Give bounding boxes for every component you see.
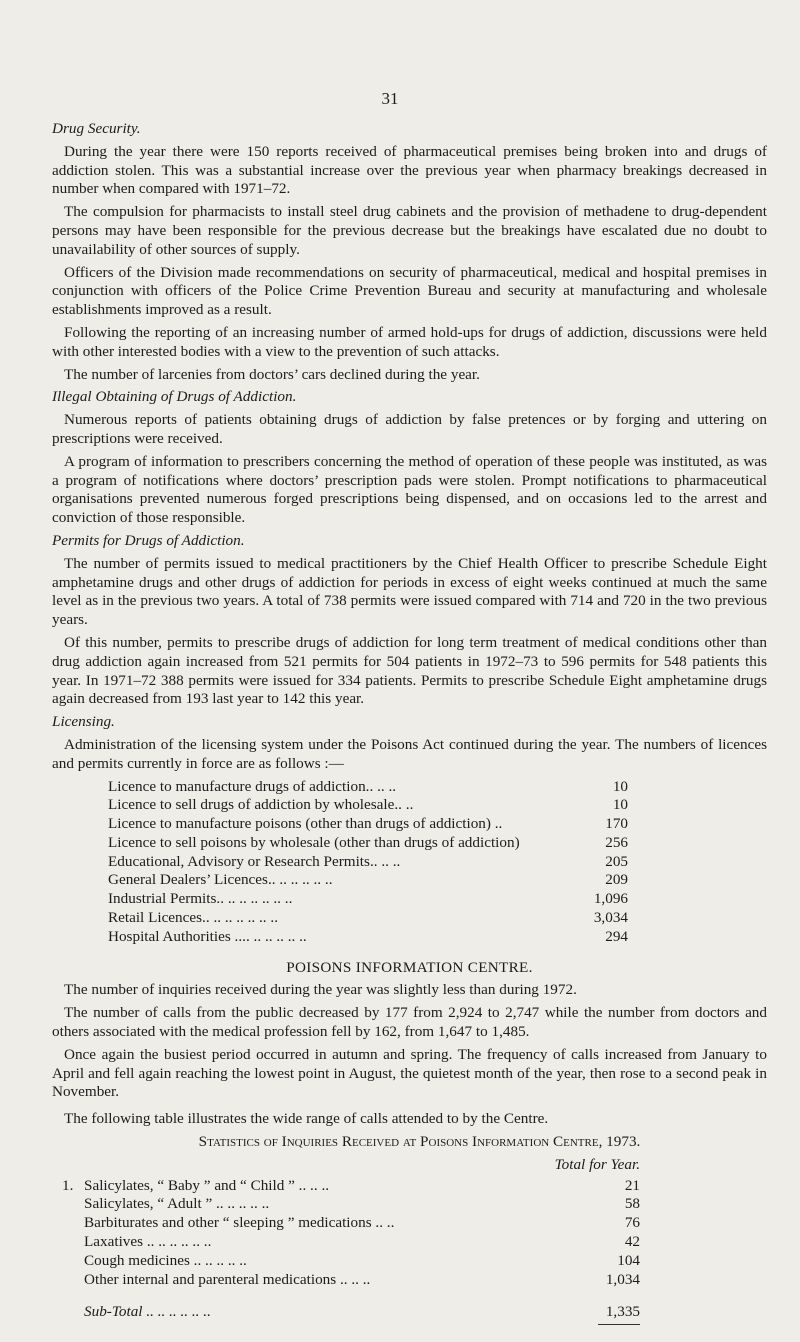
paragraph: The number of calls from the public decreased by 177 from 2,924 to 2,747 while the number from doctors and others associated with the medical profession fell by 162, from 1,647 to 1,485. <box>52 1004 767 1041</box>
section-heading-illegal-obtaining: Illegal Obtaining of Drugs of Addiction. <box>52 388 297 406</box>
subtotal-value: 1,335 <box>605 1303 640 1321</box>
leader-dots: .. .. <box>394 796 414 814</box>
licence-count: 170 <box>605 815 628 833</box>
section-heading-permits: Permits for Drugs of Addiction. <box>52 531 245 549</box>
row-value: 21 <box>624 1176 640 1194</box>
row-value: 58 <box>624 1195 640 1213</box>
row-label: Salicylates, “ Baby ” and “ Child ” .. .. .. <box>84 1176 330 1194</box>
row-number <box>62 1271 84 1290</box>
list-item <box>108 796 628 815</box>
paragraph: During the year there were 150 reports received of pharmaceutical premises being broken into and drugs of addiction stolen. This was a substantial increase over the previous year when pharmacy breakings decreased in number when compared with 1971–72. <box>52 142 767 198</box>
paragraph: The following table illustrates the wide range of calls attended to by the Centre. <box>64 1110 549 1128</box>
row-number <box>62 1233 84 1252</box>
paragraph: The number of larcenies from doctors’ cars declined during the year. <box>64 365 480 383</box>
licence-label: Licence to manufacture poisons (other than drugs of addiction) .. <box>108 815 503 833</box>
list-item <box>108 815 628 834</box>
row-number <box>62 1195 84 1214</box>
licence-label: Industrial Permits <box>108 890 217 908</box>
list-item <box>108 928 628 947</box>
row-number <box>62 1303 84 1322</box>
row-value: 76 <box>624 1214 640 1232</box>
stats-table <box>62 1156 640 1325</box>
licence-count: 10 <box>612 777 628 795</box>
leader-dots: .. .. .. .. .. .. .. <box>216 890 293 908</box>
paragraph: Following the reporting of an increasing number of armed hold-ups for drugs of addiction, discussions were held with other interested bodies with a view to the prevention of such attacks. <box>52 323 767 360</box>
licence-count: 10 <box>612 796 628 814</box>
leader-dots: .. .. .. .. .. .. <box>242 927 307 945</box>
licence-label: Hospital Authorities .. <box>108 927 243 945</box>
leader-dots <box>520 834 588 853</box>
row-number <box>62 1252 84 1271</box>
row-value: 42 <box>624 1233 640 1251</box>
list-item <box>108 834 628 853</box>
subtotal-label: Sub-Total .. .. .. .. .. .. <box>84 1303 211 1321</box>
row-value: 104 <box>617 1251 640 1269</box>
paragraph: The number of permits issued to medical practitioners by the Chief Health Officer to prescribe Schedule Eight amphetamine drugs and other drugs of addiction for periods in excess of eight weeks continued at much the same level as in the previous two years. A total of 738 permits were issued compared with 714 and 720 in the two previous years. <box>52 554 767 629</box>
row-number: 1. <box>62 1176 74 1194</box>
licence-label: Retail Licences <box>108 909 203 927</box>
row-label: Cough medicines .. .. .. .. .. <box>84 1251 247 1269</box>
table-row <box>62 1177 640 1196</box>
paragraph: The compulsion for pharmacists to install steel drug cabinets and the provision of methadene to drug-dependent persons may have been responsible for the previous decrease but the breakings have escalated due no doubt to unavailability of other sources of supply. <box>52 203 767 258</box>
leader-dots: .. .. .. <box>365 777 397 795</box>
table-row <box>62 1252 640 1271</box>
subtotal-underline <box>598 1324 640 1325</box>
table-row <box>62 1271 640 1290</box>
list-item <box>108 890 628 909</box>
row-label: Barbiturates and other “ sleeping ” medications .. .. <box>84 1214 395 1232</box>
row-label: Laxatives .. .. .. .. .. .. <box>84 1233 212 1251</box>
section-heading-licensing: Licensing. <box>52 713 115 731</box>
table-row <box>62 1233 640 1252</box>
section-heading-drug-security: Drug Security. <box>52 120 141 137</box>
list-item <box>108 909 628 928</box>
page-content <box>52 120 767 1325</box>
licence-count: 256 <box>605 833 628 851</box>
paragraph: Of this number, permits to prescribe drugs of addiction for long term treatment of medical conditions other than drug addiction again increased from 521 permits for 504 patients in 1972–73 to 596 permits for 548 patients this year. In 1971–72 388 permits were issued for 334 patients. Permits to prescribe Schedule Eight amphetamine drugs again decreased from 193 last year to 142 this year. <box>52 633 767 708</box>
leader-dots: .. .. .. .. .. .. .. <box>202 909 278 927</box>
licence-count: 205 <box>605 852 628 870</box>
licence-list <box>108 778 628 947</box>
leader-dots: .. .. .. <box>369 852 401 870</box>
row-label: Salicylates, “ Adult ” .. .. .. .. .. <box>84 1195 270 1213</box>
section-heading-poisons-centre: POISONS INFORMATION CENTRE. <box>286 958 533 976</box>
list-item <box>108 871 628 890</box>
licence-count: 1,096 <box>593 890 628 908</box>
row-value: 1,034 <box>605 1270 640 1288</box>
paragraph: Numerous reports of patients obtaining drugs of addiction by false pretences or by forging and uttering on prescriptions were received. <box>52 411 767 447</box>
leader-dots: .. .. .. .. .. .. <box>267 871 333 889</box>
page-number: 31 <box>381 89 399 108</box>
licence-label: Licence to sell drugs of addiction by wholesale <box>108 796 395 814</box>
licence-label: General Dealers’ Licences <box>108 871 268 889</box>
row-label: Other internal and parenteral medications .. .. .. <box>84 1270 371 1288</box>
paragraph: Officers of the Division made recommendations on security of pharmaceutical, medical and hospital premises in conjunction with officers of the Police Crime Prevention Bureau and security at manufacturing and wholesale establishments improved as a result. <box>52 263 767 319</box>
table-row <box>62 1214 640 1233</box>
list-item <box>108 853 628 872</box>
paragraph: Administration of the licensing system under the Poisons Act continued during the year. The numbers of licences and permits currently in force are as follows :— <box>52 735 767 772</box>
licence-label: Educational, Advisory or Research Permits <box>108 852 370 870</box>
table-row <box>62 1195 640 1214</box>
paragraph: The number of inquiries received during the year was slightly less than during 1972. <box>64 981 577 999</box>
list-item <box>108 778 628 797</box>
licence-count: 294 <box>605 927 628 945</box>
row-number <box>62 1214 84 1233</box>
licence-count: 209 <box>605 871 628 889</box>
stats-table-title: Statistics of Inquiries Received at Poisons Information Centre, 1973. <box>198 1133 641 1151</box>
subtotal-row <box>62 1303 640 1322</box>
licence-label: Licence to sell poisons by wholesale (other than drugs of addiction) <box>108 833 520 851</box>
column-header-total: Total for Year. <box>554 1155 640 1173</box>
licence-count: 3,034 <box>593 909 628 927</box>
leader-dots <box>502 815 588 834</box>
paragraph: A program of information to prescribers concerning the method of operation of these people was instituted, as was a program of notifications where doctors’ prescription pads were stolen. Prompt notifications to pharmaceutical organisations prevented numerous forged prescriptions being dispensed, and on occasions led to the arrest and conviction of those responsible. <box>52 452 767 527</box>
paragraph: Once again the busiest period occurred in autumn and spring. The frequency of calls increased from January to April and fell again reaching the lowest point in August, the quietest month of the year, then rose to a second peak in November. <box>52 1045 767 1101</box>
licence-label: Licence to manufacture drugs of addiction <box>108 777 366 795</box>
